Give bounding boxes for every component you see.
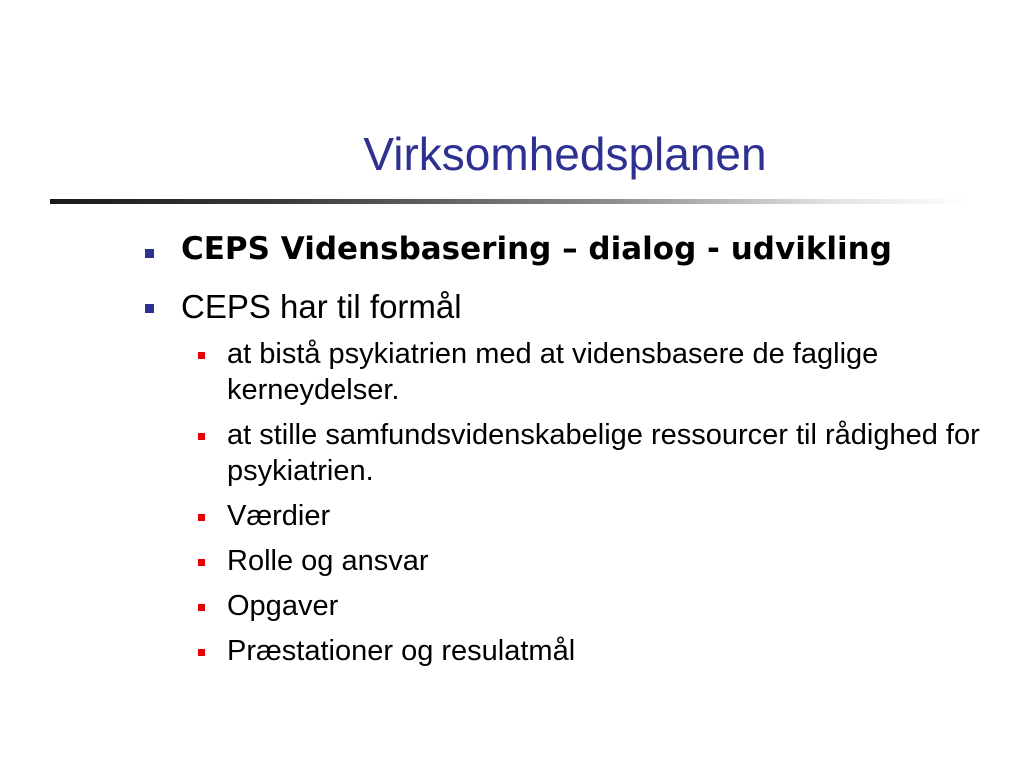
bullet-text: CEPS Vidensbasering – dialog - udvikling (181, 231, 892, 267)
slide-content (145, 228, 1005, 678)
sub-bullet-item (192, 417, 1005, 489)
sub-bullet-text: Opgaver (227, 590, 339, 622)
square-bullet-icon (198, 514, 205, 521)
sub-bullet-text: at bistå psykiatrien med at vidensbasere de faglige kerneydelser. (227, 338, 879, 406)
sub-bullet-text: Rolle og ansvar (227, 545, 429, 577)
sub-bullet-text: at stille samfundsvidenskabelige ressourcer til rådighed for psykiatrien. (227, 419, 980, 487)
title-divider (50, 199, 970, 204)
square-bullet-icon (145, 249, 154, 258)
square-bullet-icon (145, 304, 154, 313)
square-bullet-icon (198, 604, 205, 611)
sub-bullet-text: Værdier (227, 500, 331, 532)
bullet-text: CEPS har til formål (181, 288, 462, 325)
sub-bullet-item (192, 543, 1005, 579)
sub-bullet-text: Præstationer og resulatmål (227, 635, 576, 667)
bullet-item (145, 228, 1005, 271)
sub-bullet-item (192, 498, 1005, 534)
slide-title: Virksomhedsplanen (363, 128, 767, 180)
sub-bullet-item (192, 633, 1005, 669)
square-bullet-icon (198, 352, 205, 359)
square-bullet-icon (198, 433, 205, 440)
bullet-item (145, 285, 1005, 328)
sub-bullet-list (145, 336, 1005, 669)
sub-bullet-item (192, 588, 1005, 624)
sub-bullet-item (192, 336, 1005, 408)
square-bullet-icon (198, 649, 205, 656)
square-bullet-icon (198, 559, 205, 566)
